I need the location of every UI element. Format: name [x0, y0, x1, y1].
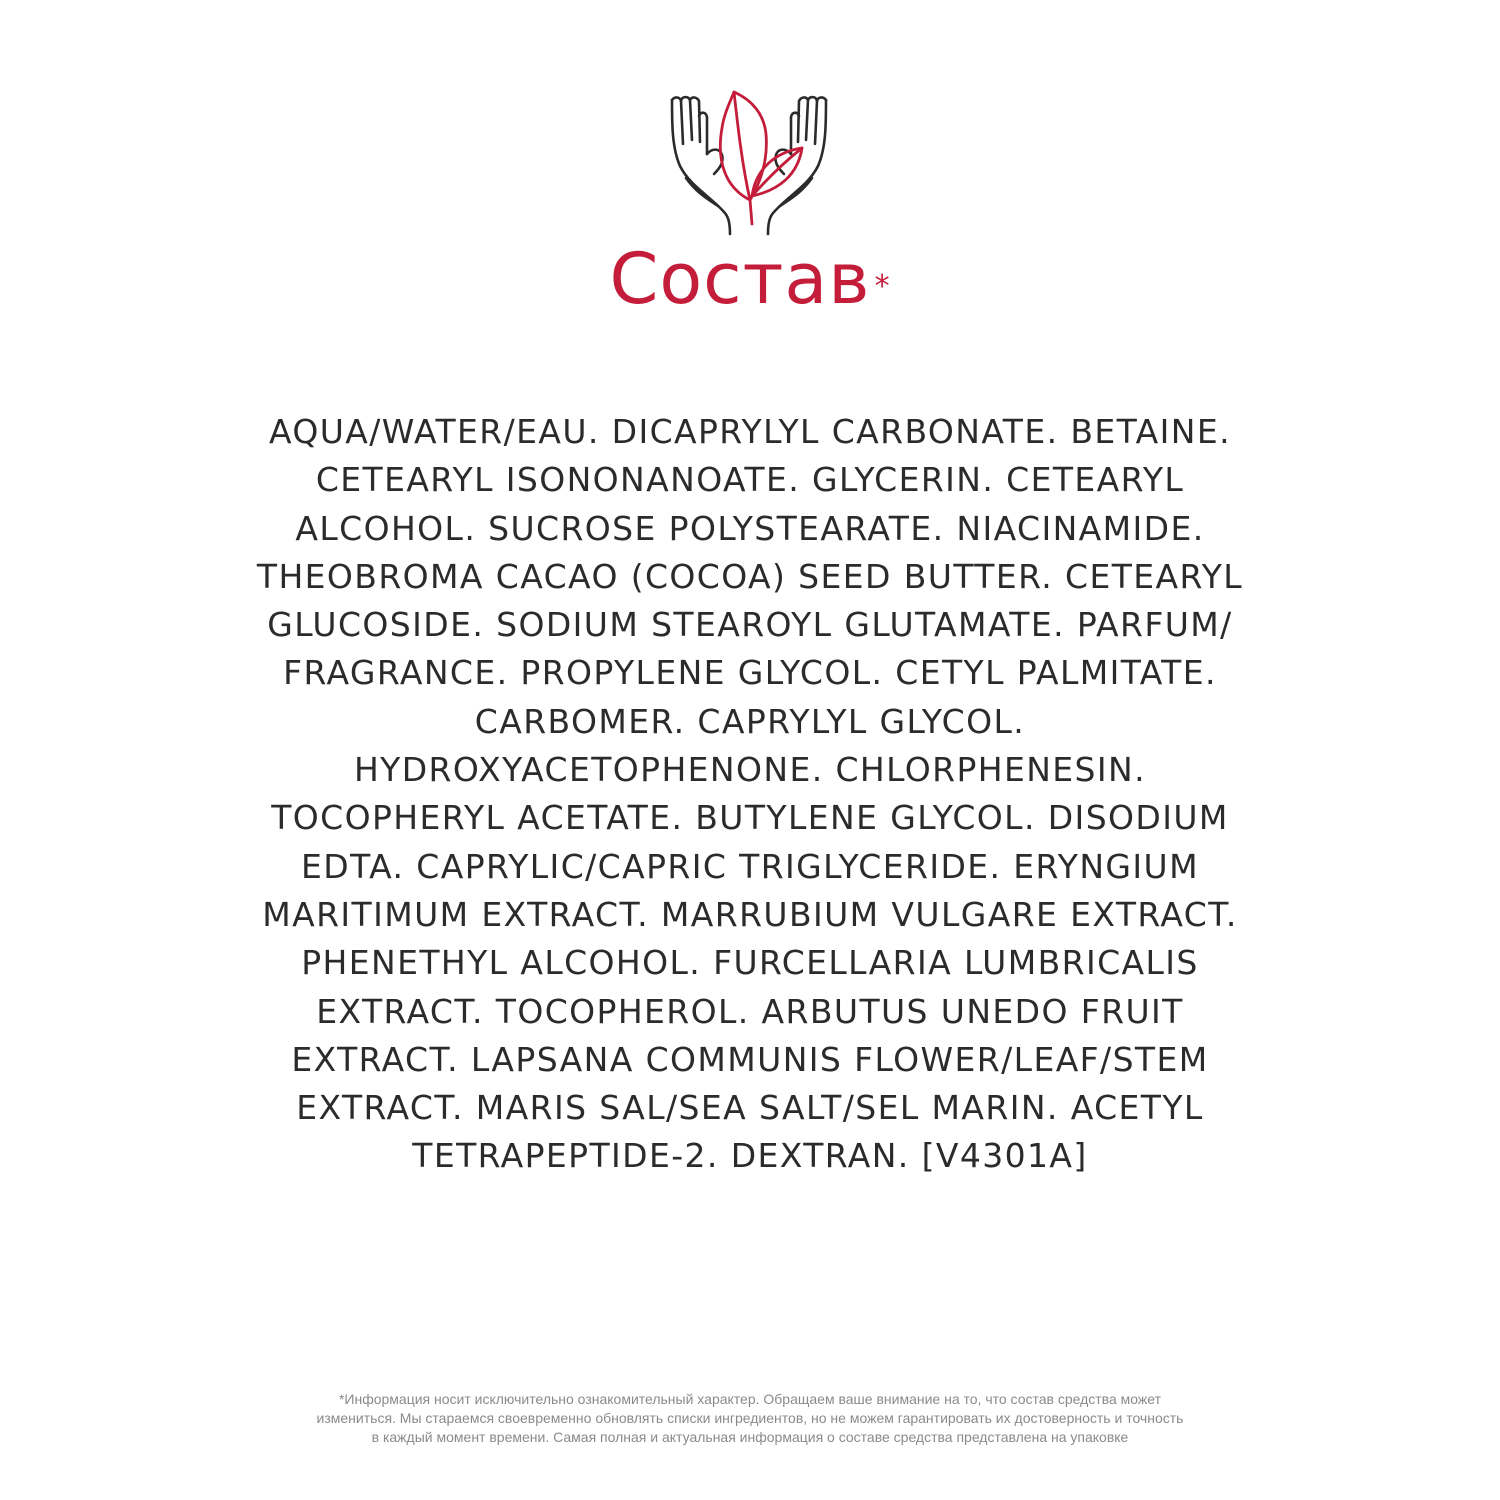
ingredients-line: FRAGRANCE. PROPYLENE GLYCOL. CETYL PALMITATE.	[283, 653, 1217, 693]
ingredients-line: THEOBROMA CACAO (COCOA) SEED BUTTER. CETEARYL	[256, 556, 1244, 596]
ingredients-line: CETEARYL ISONONANOATE. GLYCERIN. CETEARYL	[315, 460, 1185, 500]
ingredients-line: CARBOMER. CAPRYLYL GLYCOL.	[474, 701, 1026, 741]
ingredients-line: ALCOHOL. SUCROSE POLYSTEARATE. NIACINAMIDE.	[295, 508, 1205, 548]
ingredients-line: EXTRACT. TOCOPHEROL. ARBUTUS UNEDO FRUIT	[316, 991, 1184, 1031]
ingredients-list	[150, 408, 1350, 1181]
ingredients-line: AQUA/WATER/EAU. DICAPRYLYL CARBONATE. BETAINE.	[268, 412, 1232, 451]
disclaimer-line: в каждый момент времени. Самая полная и актуальная информация о составе средства представлена на упаковке	[371, 1429, 1129, 1445]
ingredients-line: EXTRACT. MARIS SAL/SEA SALT/SEL MARIN. ACETYL	[296, 1088, 1204, 1128]
ingredients-line: GLUCOSIDE. SODIUM STEAROYL GLUTAMATE. PARFUM/	[267, 605, 1233, 645]
disclaimer-footnote	[150, 1390, 1350, 1447]
disclaimer-line: измениться. Мы стараемся своевременно обновлять списки ингредиентов, но не можем гарантировать их достоверность и точность	[316, 1410, 1184, 1426]
ingredients-line: EDTA. CAPRYLIC/CAPRIC TRIGLYCERIDE. ERYNGIUM	[301, 846, 1199, 886]
ingredients-line: HYDROXYACETOPHENONE. CHLORPHENESIN.	[353, 750, 1147, 790]
ingredients-line: TOCOPHERYL ACETATE. BUTYLENE GLYCOL. DISODIUM	[271, 798, 1229, 838]
title-text: Состав	[609, 238, 871, 320]
ingredients-line: EXTRACT. LAPSANA COMMUNIS FLOWER/LEAF/STEM	[291, 1039, 1209, 1079]
ingredients-line: MARITIMUM EXTRACT. MARRUBIUM VULGARE EXTRACT.	[262, 894, 1238, 934]
title-footnote-mark: *	[874, 269, 891, 304]
hands-with-leaves-icon	[664, 88, 834, 236]
ingredients-line: TETRAPEPTIDE-2. DEXTRAN. [V4301A]	[412, 1136, 1088, 1176]
disclaimer-line: *Информация носит исключительно ознакомительный характер. Обращаем ваше внимание на то, что состав средства может	[338, 1391, 1162, 1407]
page-title	[0, 234, 1500, 324]
ingredients-line: PHENETHYL ALCOHOL. FURCELLARIA LUMBRICALIS	[301, 943, 1199, 983]
